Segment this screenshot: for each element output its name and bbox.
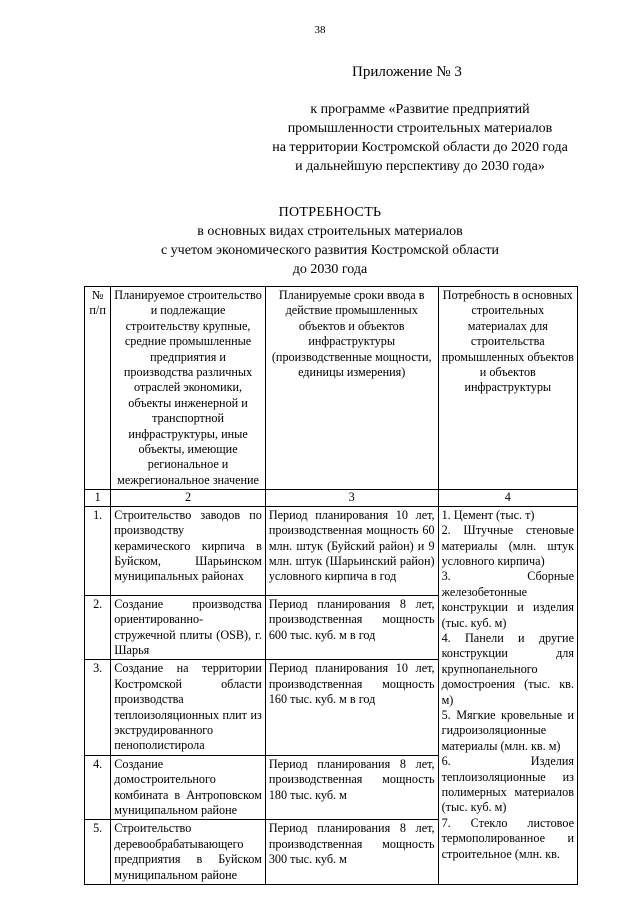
row-object: Создание на территории Костромской области производства теплоизоляционных плит из экструдированного пенополистирола — [111, 660, 266, 755]
column-number-row — [85, 490, 578, 506]
appendix-label: Приложение № 3 — [352, 64, 462, 80]
page-number: 38 — [314, 24, 326, 36]
row-number: 1. — [85, 506, 111, 595]
table-row — [85, 506, 578, 595]
program-reference — [230, 100, 610, 176]
program-line: промышленности строительных материалов — [287, 121, 553, 136]
row-number: 3. — [85, 660, 111, 755]
document-title — [100, 203, 560, 279]
column-number: 4 — [438, 490, 577, 506]
row-number: 4. — [85, 755, 111, 820]
header-materials: Потребность в основных строительных материалах для строительства промышленных объектов и объектов инфраструктуры — [438, 287, 577, 490]
row-terms: Период планирования 8 лет, производственная мощность 600 тыс. куб. м в год — [265, 595, 438, 660]
material-item: 2. Штучные стеновые материалы (млн. штук условного кирпича) — [441, 523, 574, 568]
column-number: 3 — [265, 490, 438, 506]
material-item: 7. Стекло листовое термополированное и строительное (млн. кв. — [441, 815, 574, 861]
row-number: 2. — [85, 595, 111, 660]
program-line: на территории Костромской области до 2020 года — [272, 140, 568, 155]
row-terms: Период планирования 8 лет, производственная мощность 180 тыс. куб. м — [265, 755, 438, 820]
header-object: Планируемое строительство и подлежащие строительству крупные, средние промышленные предприятия и производства различных отраслей экономики, объекты инженерной и транспортной инфраструктуры, иные объекты, имеющие региональное и межрегиональное значение — [111, 287, 266, 490]
row-terms: Период планирования 8 лет, производственная мощность 300 тыс. куб. м — [265, 820, 438, 885]
column-number: 1 — [85, 490, 111, 506]
row-object: Создание домостроительного комбината в Антроповском муниципальном районе — [111, 755, 266, 820]
row-object: Строительство деревообрабатывающего предприятия в Буйском муниципальном районе — [111, 820, 266, 885]
row-object: Строительство заводов по производству керамического кирпича в Буйском, Шарьинском муниципальных районах — [111, 506, 266, 595]
needs-table — [84, 286, 578, 885]
material-item: 4. Панели и другие конструкции для крупнопанельного домостроения (тыс. кв. м) — [441, 630, 574, 707]
row-terms: Период планирования 10 лет, производственная мощность 60 млн. штук (Буйский район) и 9 млн. штук (Шарьинский район) условного кирпича в год — [265, 506, 438, 595]
title-line: в основных видах строительных материалов — [197, 224, 463, 239]
title-line: с учетом экономического развития Костромской области — [160, 243, 500, 258]
column-number: 2 — [111, 490, 266, 506]
material-item: 5. Мягкие кровельные и гидроизоляционные материалы (млн. кв. м) — [441, 707, 574, 753]
program-line: и дальнейшую перспективу до 2030 года» — [295, 159, 545, 174]
material-item: 1. Цемент (тыс. т) — [441, 507, 535, 522]
material-item: 3. Сборные железобетонные конструкции и изделия (тыс. куб. м) — [441, 569, 574, 630]
header-terms: Планируемые сроки ввода в действие промышленных объектов и объектов инфраструктуры (производственные мощности, единицы измерения) — [265, 287, 438, 490]
program-line: к программе «Развитие предприятий — [310, 102, 530, 117]
header-number: № п/п — [85, 287, 111, 490]
title-heading: ПОТРЕБНОСТЬ — [278, 205, 382, 220]
title-line: до 2030 года — [292, 262, 368, 277]
table-header-row — [85, 287, 578, 490]
materials-list — [438, 506, 577, 885]
row-terms: Период планирования 10 лет, производственная мощность 160 тыс. куб. м в год — [265, 660, 438, 755]
material-item: 6. Изделия теплоизоляционные из полимерных материалов (тыс. куб. м) — [441, 754, 574, 815]
row-number: 5. — [85, 820, 111, 885]
row-object: Создание производства ориентированно-стружечной плиты (OSB), г. Шарья — [111, 595, 266, 660]
